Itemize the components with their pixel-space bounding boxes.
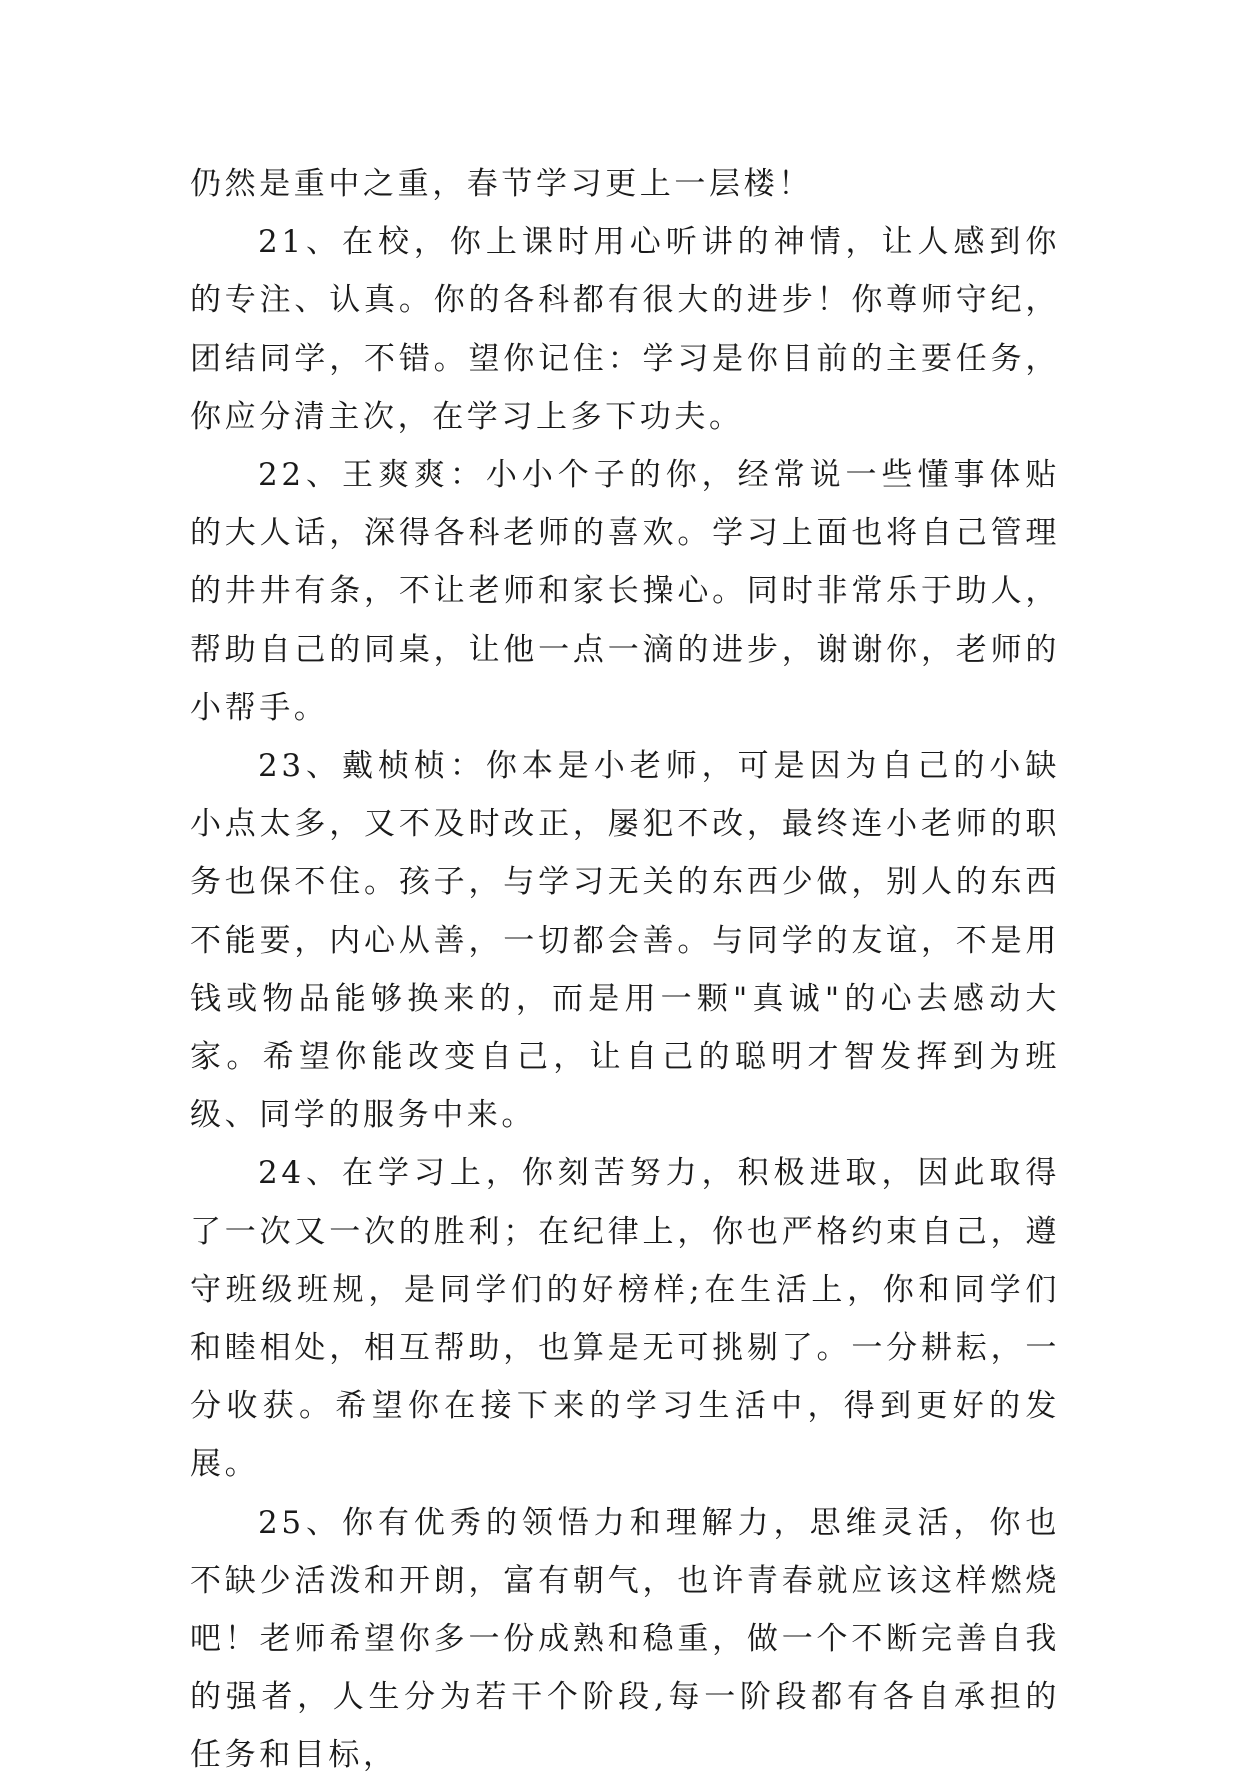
paragraph-25: 25、你有优秀的领悟力和理解力，思维灵活，你也不缺少活泼和开朗，富有朝气，也许青春就应该这样燃烧吧！老师希望你多一份成熟和稳重，做一个不断完善自我的强者，人生分为若干个阶段,每一阶段都有各自承担的任务和目标， (190, 1504, 1060, 1774)
paragraph-21: 21、在校，你上课时用心听讲的神情，让人感到你的专注、认真。你的各科都有很大的进步！你尊师守纪，团结同学，不错。望你记住：学习是你目前的主要任务，你应分清主次，在学习上多下功夫。 (190, 224, 1060, 435)
paragraph-22: 22、王爽爽：小小个子的你，经常说一些懂事体贴的大人话，深得各科老师的喜欢。学习上面也将自己管理的井井有条，不让老师和家长操心。同时非常乐于助人，帮助自己的同桌，让他一点一滴的进步，谢谢你，老师的小帮手。 (190, 457, 1060, 726)
paragraph-24: 24、在学习上，你刻苦努力，积极进取，因此取得了一次又一次的胜利；在纪律上，你也严格约束自己，遵守班级班规，是同学们的好榜样;在生活上，你和同学们和睦相处，相互帮助，也算是无可挑剔了。一分耕耘，一分收获。希望你在接下来的学习生活中，得到更好的发展。 (190, 1155, 1060, 1483)
paragraph-continuation: 仍然是重中之重，春节学习更上一层楼！ (190, 166, 813, 202)
document-body (190, 155, 1060, 1785)
paragraph-23: 23、戴桢桢：你本是小老师，可是因为自己的小缺小点太多，又不及时改正，屡犯不改，最终连小老师的职务也保不住。孩子，与学习无关的东西少做，别人的东西不能要，内心从善，一切都会善。与同学的友谊，不是用钱或物品能够换来的，而是用一颗"真诚"的心去感动大家。希望你能改变自己，让自己的聪明才智发挥到为班级、同学的服务中来。 (190, 748, 1060, 1134)
